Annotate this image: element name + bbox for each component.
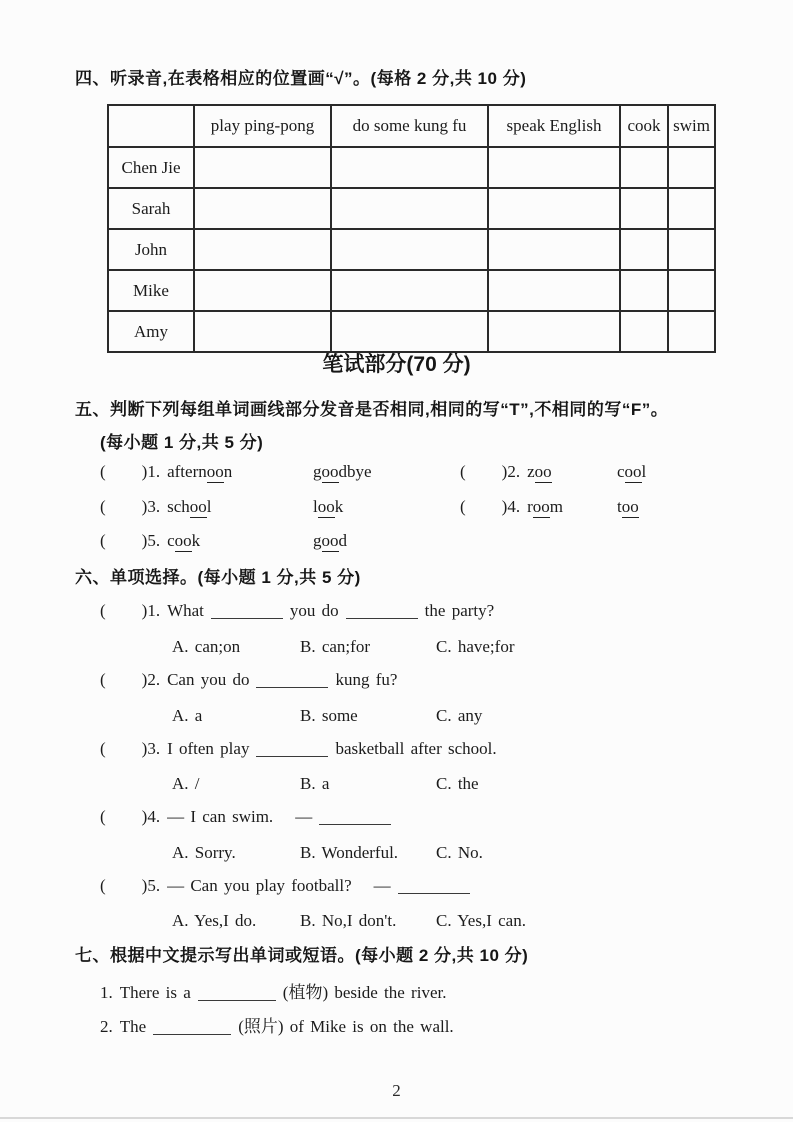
item-number: 2. [100,1017,113,1036]
question-4 [100,807,398,827]
word: goodbye [313,462,372,481]
question-text: basketball after school. [335,739,497,758]
student-name: Amy [108,311,194,352]
blank-line [256,742,328,757]
section5-title: 五、判断下列每组单词画线部分发音是否相同,相同的写“T”,不相同的写“F”。 [75,400,669,419]
answer-cell [488,270,620,311]
question-number: )5. [141,876,161,895]
table-header-row [108,105,715,147]
student-name: Sarah [108,188,194,229]
answer-cell [488,188,620,229]
answer-cell [194,311,331,352]
paren-open: ( [100,531,106,550]
paren-open: ( [100,807,106,826]
question-5 [100,876,477,896]
listening-table [107,104,716,353]
table-corner-cell [108,105,194,147]
word: room [527,497,563,516]
option-c: C. have;for [436,637,515,656]
word: good [313,531,347,550]
underlined-letters: oo [189,497,207,516]
question-number: )4. [141,807,161,826]
phonics-row [100,531,460,551]
section4-title: 四、听录音,在表格相应的位置画“√”。(每格 2 分,共 10 分) [75,69,527,88]
option-a: A. Yes,I do. [172,911,257,930]
dash: — [373,876,391,895]
phonics-row [100,497,639,517]
underlined-letters: oo [321,531,339,550]
question-text: Can you do [167,670,250,689]
chinese-hint: (照片) [238,1017,284,1036]
item-number: )3. [141,497,161,516]
answer-cell [668,229,715,270]
student-name: John [108,229,194,270]
written-part-header: 笔试部分(70 分) [322,353,471,376]
item-number: )1. [141,462,161,481]
phonics-pair-3 [100,497,313,517]
answer-cell [620,188,668,229]
question-text: What [167,601,204,620]
answer-cell [194,229,331,270]
column-header-do-some-kung-fu: do some kung fu [331,105,488,147]
word: zoo [527,462,552,481]
section5-subtitle: (每小题 1 分,共 5 分) [100,433,264,452]
options-row-4 [172,843,483,863]
question-text: — I can swim. [167,807,274,826]
answer-cell [668,188,715,229]
question-3 [100,739,497,759]
answer-cell [668,270,715,311]
question-text: I often play [167,739,250,758]
answer-cell [620,229,668,270]
blank-line [319,810,391,825]
answer-cell [194,147,331,188]
item-number: 1. [100,983,113,1002]
option-a: A. can;on [172,637,241,656]
answer-cell [620,270,668,311]
answer-cell [488,229,620,270]
word: cool [617,462,647,481]
answer-cell [488,311,620,352]
question-2 [100,670,397,690]
column-header-cook: cook [620,105,668,147]
answer-cell [331,311,488,352]
fill-item-2 [100,1012,454,1037]
options-row-1 [172,637,514,657]
option-c: C. any [436,706,483,725]
question-1 [100,601,494,621]
answer-cell [620,147,668,188]
word: look [313,497,344,516]
options-row-2 [172,706,482,726]
column-header-play-ping-pong: play ping-pong [194,105,331,147]
option-b: B. some [300,706,358,725]
blank-line [346,604,418,619]
options-row-5 [172,911,526,931]
answer-cell [331,188,488,229]
blank-line [211,604,283,619]
paren-open: ( [100,497,106,516]
item-text: There is a [119,983,191,1002]
answer-cell [488,147,620,188]
paren-open: ( [100,601,106,620]
item-number: )4. [501,497,521,516]
paren-open: ( [100,739,106,758]
phonics-pair-4 [460,497,617,517]
item-number: )2. [501,462,521,481]
item-text: beside the river. [334,983,447,1002]
word: afternoon [167,462,233,481]
blank-line [398,879,470,894]
option-c: C. Yes,I can. [436,911,526,930]
option-b: B. can;for [300,637,370,656]
fill-item-1 [100,978,446,1003]
table-row [108,311,715,352]
answer-cell [331,270,488,311]
question-text: kung fu? [335,670,398,689]
question-number: )3. [141,739,161,758]
option-b: B. No,I don't. [300,911,397,930]
table-row [108,188,715,229]
phonics-row [100,462,646,482]
answer-cell [331,147,488,188]
blank-line [256,673,328,688]
question-text: the party? [424,601,495,620]
answer-cell [194,270,331,311]
underlined-letters: oo [624,462,642,481]
underlined-letters: oo [532,497,550,516]
phonics-pair-5 [100,531,313,551]
answer-cell [668,147,715,188]
phonics-pair-2 [460,462,617,482]
paren-open: ( [100,876,106,895]
phonics-pair-1 [100,462,313,482]
table-row [108,147,715,188]
item-number: )5. [141,531,161,550]
paren-open: ( [460,462,466,481]
paren-open: ( [100,462,106,481]
page-number: 2 [392,1081,401,1100]
answer-cell [668,311,715,352]
item-text: of Mike is on the wall. [289,1017,454,1036]
table-row [108,270,715,311]
student-name: Chen Jie [108,147,194,188]
option-a: A. a [172,706,203,725]
word: cook [167,531,201,550]
paren-open: ( [100,670,106,689]
answer-cell [620,311,668,352]
question-number: )2. [141,670,161,689]
question-text: — Can you play football? [167,876,352,895]
section7-title: 七、根据中文提示写出单词或短语。(每小题 2 分,共 10 分) [75,946,529,965]
underlined-letters: oo [321,462,339,481]
item-text: The [119,1017,147,1036]
option-c: C. No. [436,843,483,862]
answer-cell [194,188,331,229]
option-c: C. the [436,774,479,793]
underlined-letters: oo [621,497,639,516]
option-a: A. Sorry. [172,843,236,862]
chinese-hint: (植物) [282,983,329,1002]
options-row-3 [172,774,479,794]
table-row [108,229,715,270]
dash: — [295,807,313,826]
option-b: B. a [300,774,330,793]
section6-title: 六、单项选择。(每小题 1 分,共 5 分) [75,568,361,587]
column-header-speak-english: speak English [488,105,620,147]
underlined-letters: oo [174,531,192,550]
blank-line [153,1020,231,1035]
underlined-letters: oo [317,497,335,516]
question-text: you do [289,601,339,620]
paren-open: ( [460,497,466,516]
column-header-swim: swim [668,105,715,147]
word: school [167,497,212,516]
blank-line [198,986,276,1001]
word: too [617,497,639,516]
bottom-edge-line [0,1117,793,1119]
student-name: Mike [108,270,194,311]
option-b: B. Wonderful. [300,843,399,862]
underlined-letters: oo [206,462,224,481]
question-number: )1. [141,601,161,620]
underlined-letters: oo [534,462,552,481]
answer-cell [331,229,488,270]
option-a: A. / [172,774,200,793]
